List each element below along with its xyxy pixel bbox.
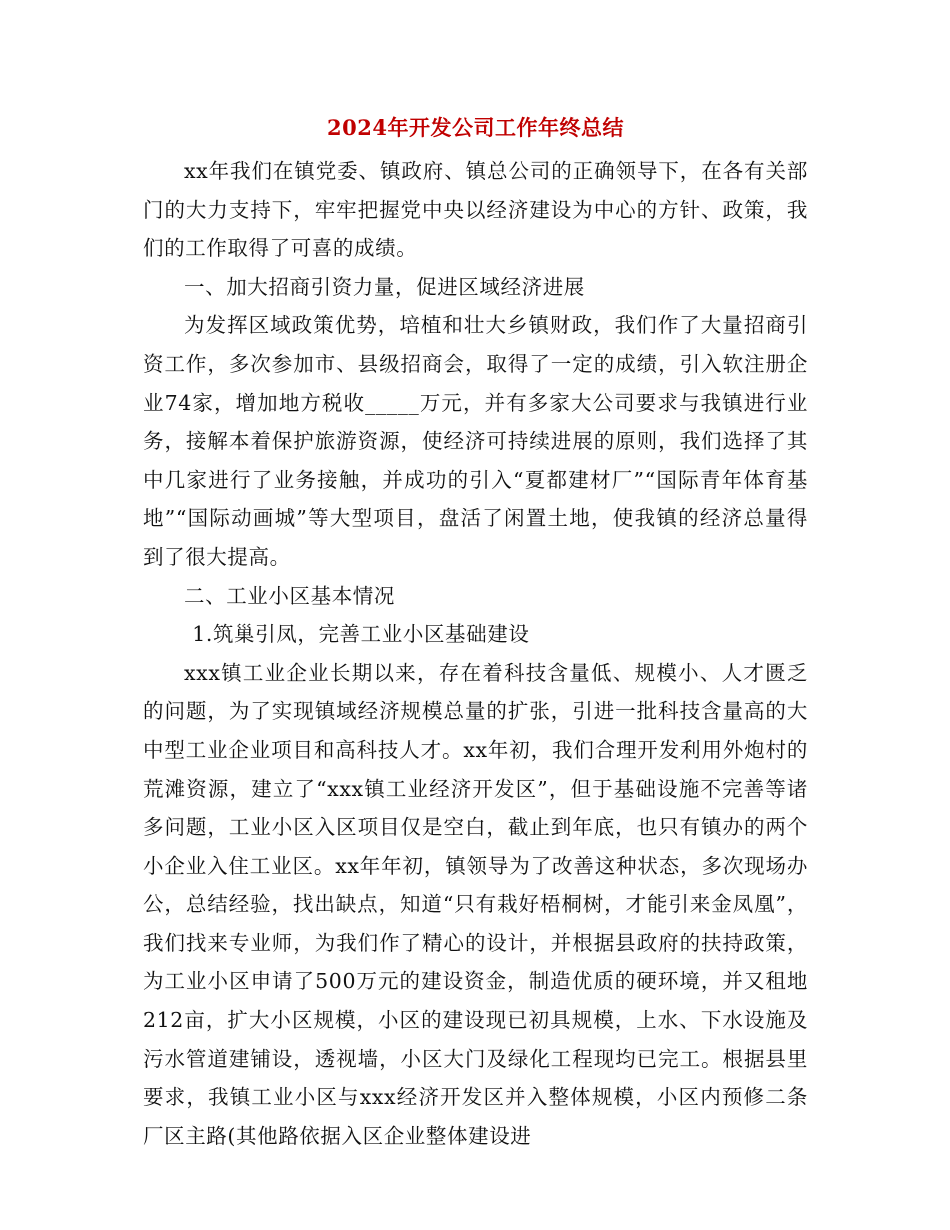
section-heading-2: 二、工业小区基本情况 bbox=[184, 583, 395, 608]
subsection-heading-2-1: 1.筑巢引凤，完善工业小区基础建设 bbox=[192, 622, 530, 647]
document-page bbox=[143, 108, 808, 1155]
subsection-2-1-paragraph: xxx镇工业企业长期以来，存在着科技含量低、规模小、人才匮乏的问题，为了实现镇域经济规模总量的扩张，引进一批科技含量高的大中型工业企业项目和高科技人才。xx年初，我们合理开发利用外炮村的荒滩资源，建立了“xxx镇工业经济开发区”，但于基础设施不完善等诸多问题，工业小区入区项目仅是空白，截止到年底，也只有镇办的两个小企业入住工业区。xx年年初，镇领导为了改善这种状态，多次现场办公，总结经验，找出缺点，知道“只有栽好梧桐树，才能引来金凤凰”，我们找来专业师，为我们作了精心的设计，并根据县政府的扶持政策，为工业小区申请了500万元的建设资金，制造优质的硬环境，并又租地212亩，扩大小区规模，小区的建设现已初具规模，上水、下水设施及污水管道建铺设，透视墙，小区大门及绿化工程现均已完工。根据县里要求，我镇工业小区与xxx经济开发区并入整体规模，小区内预修二条厂区主路(其他路依据入区企业整体建设进 bbox=[143, 660, 808, 1148]
section-heading-1: 一、加大招商引资力量，促进区域经济进展 bbox=[184, 274, 585, 299]
section-1-paragraph: 为发挥区域政策优势，培植和壮大乡镇财政，我们作了大量招商引资工作，多次参加市、县级招商会，取得了一定的成绩，引入软注册企业74家，增加地方税收_____万元，并有多家大公司要求与我镇进行业务，接解本着保护旅游资源，使经济可持续进展的原则，我们选择了其中几家进行了业务接触，并成功的引入“夏都建材厂”“国际青年体育基地”“国际动画城”等大型项目，盘活了闲置土地，使我镇的经济总量得到了很大提高。 bbox=[143, 313, 808, 569]
document-title: 2024年开发公司工作年终总结 bbox=[327, 115, 624, 140]
intro-paragraph: xx年我们在镇党委、镇政府、镇总公司的正确领导下，在各有关部门的大力支持下，牢牢把握党中央以经济建设为中心的方针、政策，我们的工作取得了可喜的成绩。 bbox=[143, 159, 808, 261]
